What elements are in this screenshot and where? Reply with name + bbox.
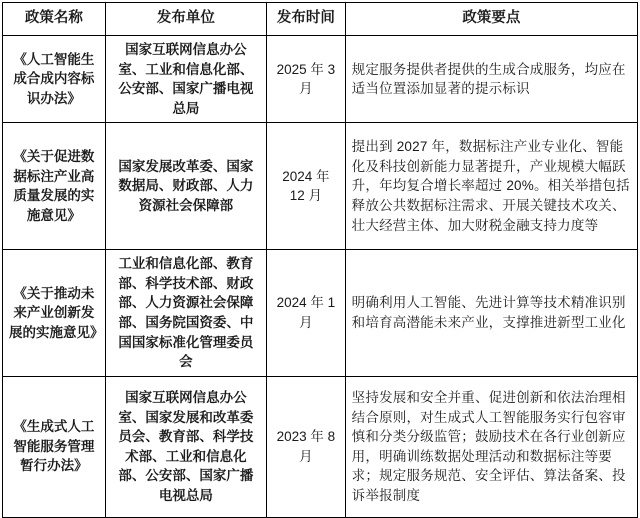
table-header <box>3 3 638 36</box>
table-row <box>3 36 638 123</box>
cell-release-time: 2024 年 12 月 <box>267 123 346 250</box>
cell-release-time: 2025 年 3 月 <box>267 36 346 123</box>
cell-policy-name: 《关于推动未来产业创新发展的实施意见》 <box>3 250 106 376</box>
cell-key-points: 坚持发展和安全并重、促进创新和依法治理相结合原则，对生成式人工智能服务实行包容审慎和分类分级监管；鼓励技术在各行业创新应用，明确训练数据处理活动和数据标注等要求；规定服务规范、安全评估、算法备案、投诉举报制度 <box>345 376 637 517</box>
table-row <box>3 250 638 376</box>
cell-issuing-unit: 国家发展改革委、国家数据局、财政部、人力资源社会保障部 <box>105 123 266 250</box>
header-row <box>3 3 638 36</box>
column-header-policy-name: 政策名称 <box>3 3 106 36</box>
cell-policy-name: 《关于促进数据标注产业高质量发展的实施意见》 <box>3 123 106 250</box>
table-body <box>3 36 638 518</box>
cell-release-time: 2023 年 8 月 <box>267 376 346 517</box>
column-header-key-points: 政策要点 <box>345 3 637 36</box>
cell-policy-name: 《生成式人工智能服务管理暂行办法》 <box>3 376 106 517</box>
column-header-release-time: 发布时间 <box>267 3 346 36</box>
column-header-issuing-unit: 发布单位 <box>105 3 266 36</box>
cell-policy-name: 《人工智能生成合成内容标识办法》 <box>3 36 106 123</box>
cell-key-points: 规定服务提供者提供的生成合成服务，均应在适当位置添加显著的提示标识 <box>345 36 637 123</box>
cell-key-points: 明确利用人工智能、先进计算等技术精准识别和培育高潜能未来产业，支撑推进新型工业化 <box>345 250 637 376</box>
cell-issuing-unit: 工业和信息化部、教育部、科学技术部、财政部、人力资源社会保障部、国务院国资委、中国国家标准化管理委员会 <box>105 250 266 376</box>
cell-release-time: 2024 年 1 月 <box>267 250 346 376</box>
policy-table <box>2 2 638 518</box>
table-row <box>3 376 638 517</box>
cell-issuing-unit: 国家互联网信息办公室、工业和信息化部、公安部、国家广播电视总局 <box>105 36 266 123</box>
cell-key-points: 提出到 2027 年，数据标注产业专业化、智能化及科技创新能力显著提升，产业规模大幅跃升，年均复合增长率超过 20%。相关举措包括释放公共数据标注需求、开展关键技术攻关、壮大经营主体、加大财税金融支持力度等 <box>345 123 637 250</box>
table-row <box>3 123 638 250</box>
cell-issuing-unit: 国家互联网信息办公室、国家发展和改革委员会、教育部、科学技术部、工业和信息化部、公安部、国家广播电视总局 <box>105 376 266 517</box>
